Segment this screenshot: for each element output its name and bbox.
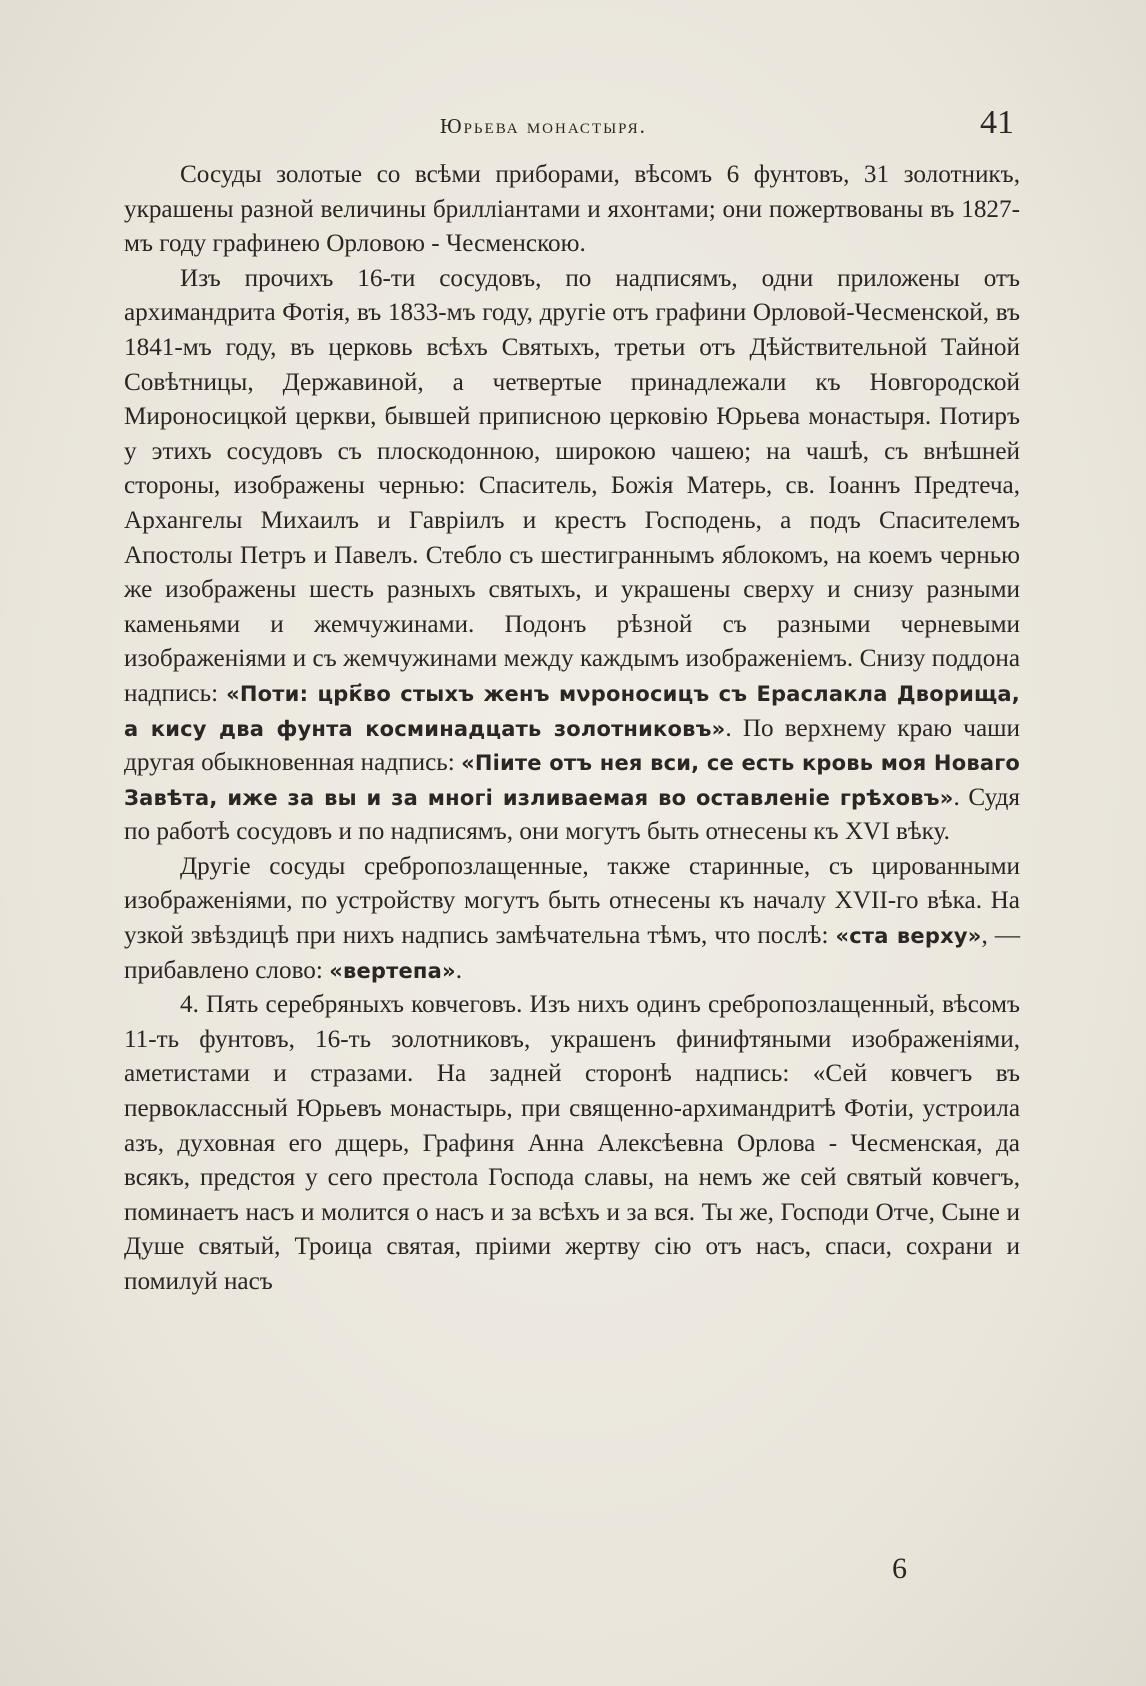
church-slavonic-inscription: «Пiите отъ нея вси, се есть кровь моя Новаго Завѣта, иже за вы и за многi изливаемая во оставленiе грѣховъ» [124, 751, 1020, 810]
paragraph-text: , — прибавлено слово: [124, 922, 1021, 984]
paragraph-gilded-vessels [124, 850, 1020, 988]
paragraph-vessels-gold [124, 158, 1020, 262]
paragraph-text: . По верхнему краю чаши другая обыкновенная надпись: [124, 714, 1021, 777]
body-text [124, 158, 1020, 1300]
running-head: Юрьева монастыря. [440, 114, 647, 138]
paragraph-text: Изъ прочихъ 16-ти сосудовъ, по надписямъ, одни приложены отъ архимандрита Фотiя, въ 1833-мъ году, другiе отъ графини Орловой-Чесменской, въ 1841-мъ году, въ церковь всѣхъ Святыхъ, третьи отъ Дѣйствительной Тайной Совѣтницы, Державиной, а четвертые принадлежали къ Новгородской Мироносицкой церкви, бывшей приписною церковiю Юрьева монастыря. Потиръ у этихъ сосудовъ съ плоскодонною, широкою чашею; на чашѣ, съ внѣшней стороны, изображены чернью: Спаситель, Божiя Матерь, св. Iоаннъ Предтеча, Архангелы Михаилъ и Гаврiилъ и крестъ Господень, а подъ Спасителемъ Апостолы Петръ и Павелъ. Стебло съ шестиграннымъ яблокомъ, на коемъ чернью же изображены шесть разныхъ святыхъ, и украшены сверху и снизу разными каменьями и жемчужинами. Подонъ рѣзной съ разными черневыми изображенiями и съ жемчужинами между каждымъ изображенiемъ. Снизу поддона надпись: [124, 264, 1020, 707]
church-slavonic-inscription: «ста верху» [835, 924, 982, 949]
paragraph-text: Сосуды золотые со всѣми приборами, вѣсомъ 6 фунтовъ, 31 золотникъ, украшены разной величины бриллiантами и яхонтами; они пожертвованы въ 1827-мъ году графинею Орловою - Чесменскою. [124, 161, 1020, 258]
paragraph-text: . Судя по работѣ сосудовъ и по надписямъ, они могутъ быть отнесены къ XVI вѣку. [124, 783, 1020, 846]
paragraph-text: 4. Пять серебряныхъ ковчеговъ. Изъ нихъ одинъ сребропозлащенный, вѣсомъ 11-ть фунтовъ, 16-ть золотниковъ, украшенъ финифтяными изображенiями, аметистами и стразами. На задней сторонѣ надпись: «Сей ковчегъ въ первоклассный Юрьевъ монастырь, при священно-архимандритѣ Фотiи, устроила азъ, духовная его дщерь, Графиня Анна Алексѣевна Орлова - Чесменская, да всякъ, предстоя у сего престола Господа славы, на немъ же сей святый ковчегъ, поминаетъ насъ и молится о насъ и за всѣхъ и за вся. Ты же, Господи Отче, Сыне и Душе святый, Троица святая, прiими жертву сiю отъ насъ, спаси, сохрани и помилуй насъ [124, 991, 1020, 1295]
paragraph-other-vessels [124, 262, 1020, 850]
page-header [190, 104, 1020, 148]
printer-signature-mark: 6 [892, 1552, 907, 1585]
paragraph-text: . [455, 956, 463, 984]
church-slavonic-inscription: «Поти: црк҃во стыхъ женъ мνроносицъ съ Ераслакла Дворища, а кису два фунта косминадцать золотниковъ» [124, 681, 1020, 741]
paragraph-reliquaries [124, 988, 1020, 1299]
page-number: 41 [980, 104, 1014, 141]
church-slavonic-inscription: «вертепа» [329, 958, 456, 983]
paragraph-text: Другiе сосуды сребропозлащенные, также старинные, съ цированными изображенiями, по устройству могутъ быть отнесены къ началу XVII-го вѣка. На узкой звѣздицѣ при нихъ надпись замѣчательна тѣмъ, что послѣ: [124, 852, 1020, 950]
